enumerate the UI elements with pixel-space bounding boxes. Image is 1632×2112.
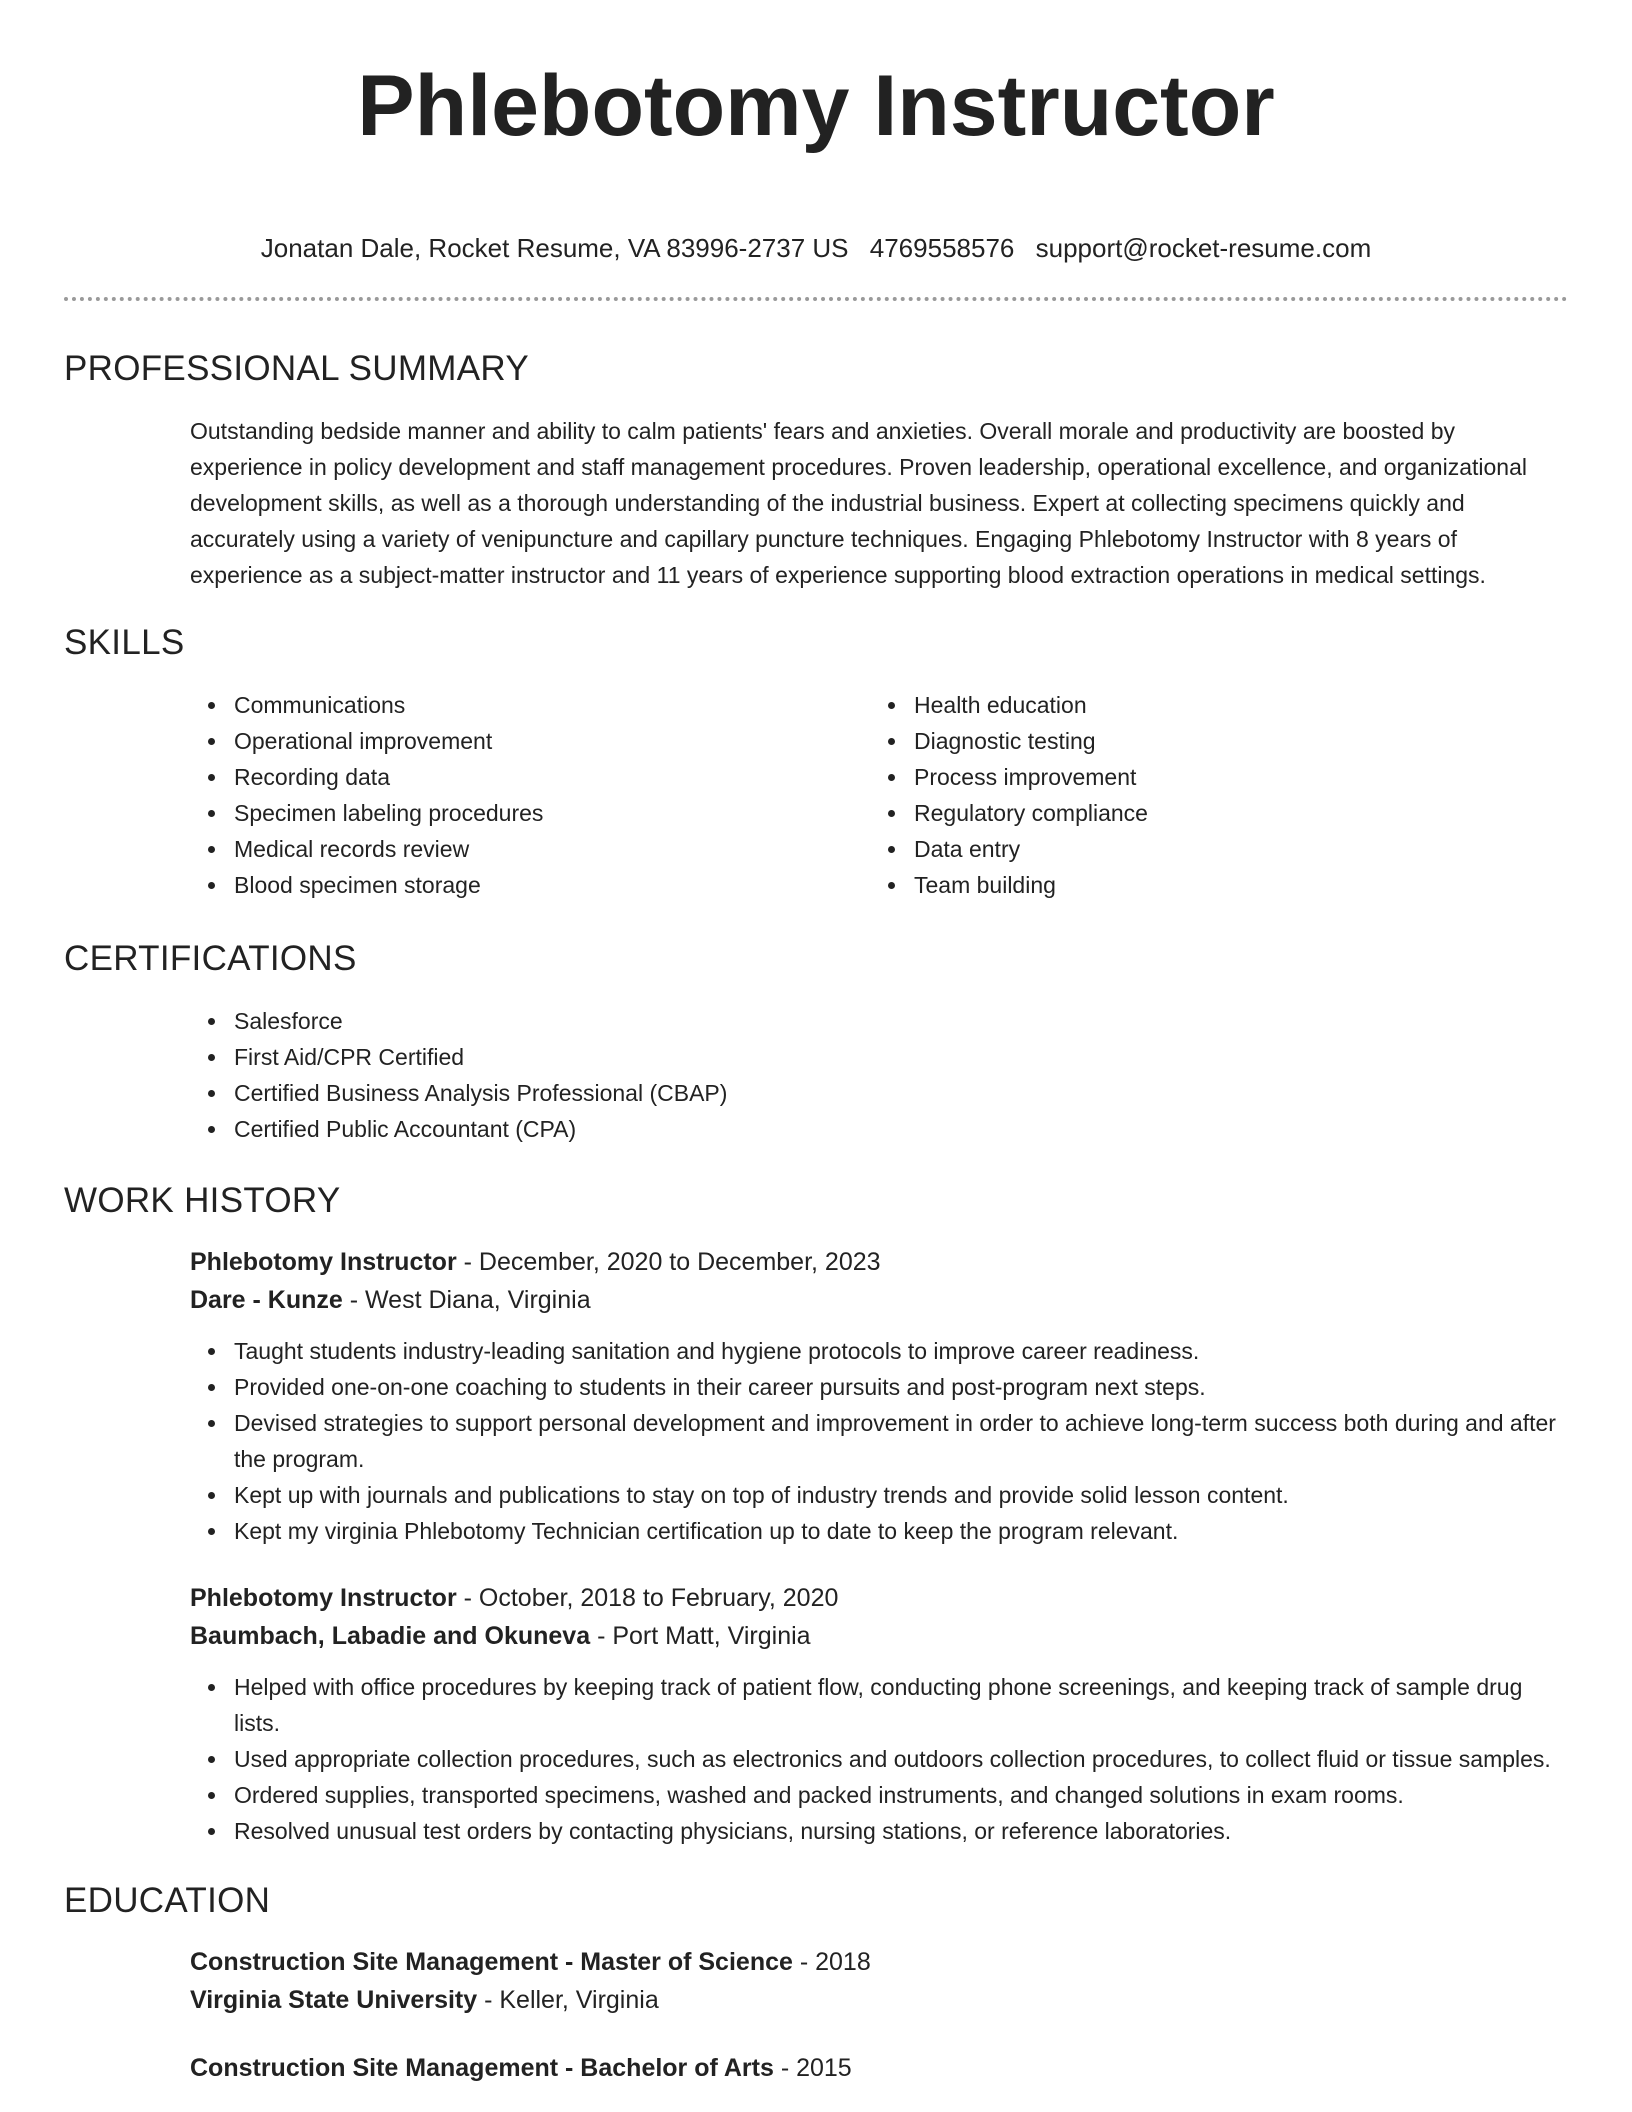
skill-item: Recording data [234, 759, 870, 795]
education-heading: EDUCATION [64, 1881, 271, 1920]
skills-list-right [870, 687, 1550, 903]
certification-item: Certified Public Accountant (CPA) [234, 1111, 1568, 1147]
education-entry [190, 2049, 1568, 2087]
job-title-line [190, 1579, 1568, 1617]
job-duty: Kept my virginia Phlebotomy Technician certification up to date to keep the program relevant. [234, 1513, 1568, 1549]
contact-email: support@rocket-resume.com [1035, 233, 1372, 263]
job-company-line [190, 1617, 1568, 1655]
contact-line [64, 232, 1568, 264]
job-duty: Helped with office procedures by keeping track of patient flow, conducting phone screenings, and keeping track of sample drug lists. [234, 1669, 1568, 1741]
skill-item: Data entry [914, 831, 1550, 867]
certifications-heading: CERTIFICATIONS [64, 939, 357, 978]
job-title: Phlebotomy Instructor [190, 1584, 457, 1612]
education-year: - 2015 [773, 2054, 852, 2082]
skill-item: Operational improvement [234, 723, 870, 759]
skills-list-left [190, 687, 870, 903]
resume-page [64, 0, 1568, 2087]
skill-item: Communications [234, 687, 870, 723]
summary-text: Outstanding bedside manner and ability to calm patients' fears and anxieties. Overall morale and productivity are boosted by experience in policy development and staff management procedures. Proven leadership, operational excellence, and organizational development skills, as well as a thorough understanding of the industrial business. Expert at collecting specimens quickly and accurately using a variety of venipuncture and capillary puncture techniques. Engaging Phlebotomy Instructor with 8 years of experience as a subject-matter instructor and 11 years of experience supporting blood extraction operations in medical settings. [190, 418, 1527, 588]
job-location: - Port Matt, Virginia [590, 1622, 811, 1650]
work-history-heading: WORK HISTORY [64, 1181, 341, 1220]
skill-item: Team building [914, 867, 1550, 903]
skill-item: Medical records review [234, 831, 870, 867]
job-dates: - October, 2018 to February, 2020 [456, 1584, 839, 1612]
certification-item: Salesforce [234, 1003, 1568, 1039]
job-duty: Devised strategies to support personal development and improvement in order to achieve long-term success both during and after the program. [234, 1405, 1568, 1477]
job-company: Baumbach, Labadie and Okuneva [190, 1622, 591, 1650]
education-location: - Keller, Virginia [477, 1986, 659, 2014]
education-school-line [190, 1981, 1568, 2019]
job-duties-list [190, 1669, 1568, 1849]
education-degree-line [190, 2049, 1568, 2087]
job-company-line [190, 1281, 1568, 1319]
job-title: Phlebotomy Instructor [190, 1248, 457, 1276]
job-duty: Taught students industry-leading sanitation and hygiene protocols to improve career readiness. [234, 1333, 1568, 1369]
certifications-block [190, 1003, 1568, 1147]
header-divider [64, 297, 1568, 301]
job-duty: Resolved unusual test orders by contacting physicians, nursing stations, or reference laboratories. [234, 1813, 1568, 1849]
skills-grid [190, 687, 1568, 903]
job-duty: Provided one-on-one coaching to students in their career pursuits and post-program next steps. [234, 1369, 1568, 1405]
skills-column-left [190, 687, 870, 903]
job-duty: Ordered supplies, transported specimens, washed and packed instruments, and changed solutions in exam rooms. [234, 1777, 1568, 1813]
skill-item: Regulatory compliance [914, 795, 1550, 831]
skills-column-right [870, 687, 1550, 903]
contact-phone: 4769558576 [869, 233, 1015, 263]
skill-item: Blood specimen storage [234, 867, 870, 903]
job-location: - West Diana, Virginia [342, 1286, 591, 1314]
job-duty: Kept up with journals and publications to stay on top of industry trends and provide solid lesson content. [234, 1477, 1568, 1513]
skill-item: Process improvement [914, 759, 1550, 795]
summary-heading: PROFESSIONAL SUMMARY [64, 349, 529, 388]
job-duty: Used appropriate collection procedures, such as electronics and outdoors collection procedures, to collect fluid or tissue samples. [234, 1741, 1568, 1777]
education-school: Virginia State University [190, 1986, 478, 2014]
education-degree-line [190, 1943, 1568, 1981]
job-entry [190, 1243, 1568, 1549]
education-degree: Construction Site Management - Master of Science [190, 1948, 793, 1976]
education-year: - 2018 [792, 1948, 871, 1976]
resume-title: Phlebotomy Instructor [357, 58, 1275, 154]
education-entry [190, 1943, 1568, 2019]
skill-item: Health education [914, 687, 1550, 723]
skill-item: Specimen labeling procedures [234, 795, 870, 831]
education-degree: Construction Site Management - Bachelor of Arts [190, 2054, 774, 2082]
contact-address: Jonatan Dale, Rocket Resume, VA 83996-2737 US [260, 233, 849, 263]
skills-heading: SKILLS [64, 623, 185, 662]
certifications-list [190, 1003, 1568, 1147]
job-title-line [190, 1243, 1568, 1281]
certification-item: First Aid/CPR Certified [234, 1039, 1568, 1075]
job-dates: - December, 2020 to December, 2023 [456, 1248, 881, 1276]
certification-item: Certified Business Analysis Professional (CBAP) [234, 1075, 1568, 1111]
job-company: Dare - Kunze [190, 1286, 343, 1314]
job-duties-list [190, 1333, 1568, 1549]
job-entry [190, 1579, 1568, 1849]
skill-item: Diagnostic testing [914, 723, 1550, 759]
